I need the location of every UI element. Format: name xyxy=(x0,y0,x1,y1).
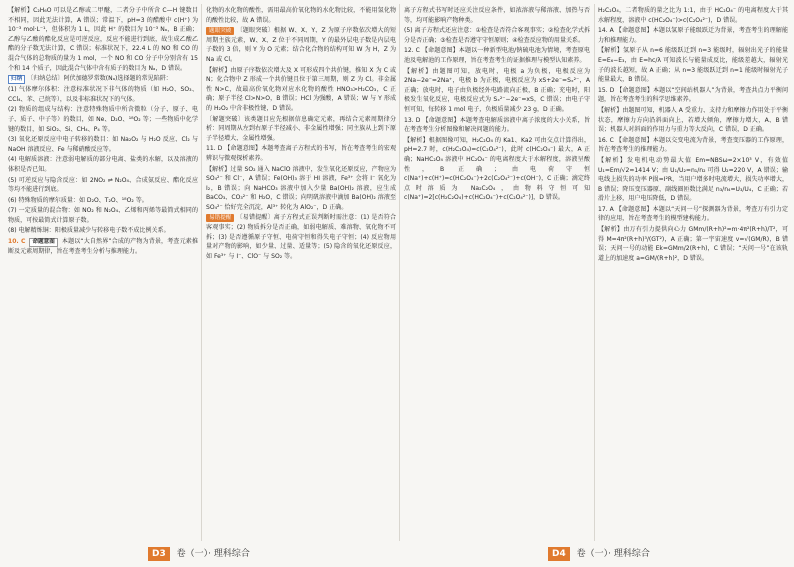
paragraph: 【解析】由题图可知，机器人 A 受重力、支持力和摩擦力作用处于平衡状态，摩擦力方向沿斜面向上，若增大倾角，摩擦力增大，A、B 错误；机器人对斜面的作用力与重力等大反向，C 错误，D 正确。 xyxy=(598,106,788,134)
paragraph: (5) 离子方程式还应注意：①检查是否符合客观事实；②检查化学式拆分是否正确；③检查是否遵守守恒原则；④检查反应物的用量关系。 xyxy=(404,27,590,44)
paragraph: 15. D 【命题意图】本题以“空间站机器人”为背景，考查共点力平衡问题，旨在考查考生的科学思维素养。 xyxy=(598,86,788,104)
column-divider xyxy=(399,4,400,541)
paragraph: 归纳 〔归纳总结〕阿伏加德罗常数(Nₐ)选择题的常见陷阱： xyxy=(8,74,198,84)
warning-badge: 易错提醒 xyxy=(206,214,234,222)
paragraph: 【解析】由万有引力提供向心力 GMm/(R+h)²=m·4π²(R+h)/T²，可得 M=4π²(R+h)³/(GT²)，A 正确；第一宇宙速度 v=√(GM/R)，B 错误；天问一号的动能 Ek=GMm/2(R+h)，C 错误；“天问一号”在该轨道上的加速度 a=GM/(R+h)²，D 错误。 xyxy=(598,226,788,262)
paragraph: (3) 氧化还原反应中电子转移的数目：如 Na₂O₂ 与 H₂O 反应、Cl₂ 与 NaOH 溶液反应、Fe 与稀硝酸反应等。 xyxy=(8,136,198,153)
paragraph: (5) 可逆反应与隐含反应：如 2NO₂ ⇌ N₂O₄、合成氨反应、酯化反应等均不能进行到底。 xyxy=(8,176,198,194)
page-number: D3 xyxy=(148,547,170,561)
paragraph: (1) 气体摩尔体积：注意标准状况下非气体的物质（如 H₂O、SO₃、CCl₄、苯、己烷等），以及非标准状况下的气体。 xyxy=(8,86,198,103)
paragraph: 11. D 【命题意图】本题考查离子方程式的书写，旨在考查考生的宏观辨识与微观探析素养。 xyxy=(206,145,396,162)
column-2 xyxy=(206,6,396,539)
paragraph: 【解析】由原子序数依次增大及 X 可形成四个共价键，推知 X 为 C 或 N；化合物中 Z 形成一个共价键且位于第三周期，则 Z 为 Cl。非金属性 N>C，故最高价氧化物对应水化物的酸性 HNO₃>H₂CO₃，C 正确；原子半径 Cl>N>O，B 错误；HCl 为强酸，A 错误；W 与 Y 形成的 H₂O₂ 中含非极性键，D 错误。 xyxy=(206,66,396,112)
paragraph: 化物的水化物的酸性，需用最高价氧化物的水化物比较，不能用氢化物的酸性比较，故 A 错误。 xyxy=(206,7,396,24)
paragraph: 13. D 【命题意图】本题考查电解质溶液中离子浓度的大小关系，旨在考查考生分析图像和解决问题的能力。 xyxy=(404,116,590,134)
paragraph: 【解析】根据图像可知，H₂C₂O₄ 的 Ka1、Ka2 可由交点计算得出，pH=2.7 时，c(H₂C₂O₄)=c(C₂O₄²⁻)，此时 c(HC₂O₄⁻) 最大，A 正确；NaHC₂O₄ 溶液中 HC₂O₄⁻ 的电离程度大于水解程度，溶液呈酸性，B 正确；由电荷守恒 c(Na⁺)+c(H⁺)=c(HC₂O₄⁻)+2c(C₂O₄²⁻)+c(OH⁻)，C 正确；滴定终点时溶质为 Na₂C₂O₄，由物料守恒可知 c(Na⁺)=2[c(H₂C₂O₄)+c(HC₂O₄⁻)+c(C₂O₄²⁻)]，D 错误。 xyxy=(404,136,590,202)
paragraph: 16. C 【命题意图】本题以交变电流为背景，考查变压器的工作原理，旨在考查考生的推理能力。 xyxy=(598,136,788,154)
paragraph: (6) 特殊物质的摩尔质量：如 D₂O、T₂O、¹⁸O₂ 等。 xyxy=(8,196,148,204)
page-footer-right xyxy=(548,545,650,563)
column-1 xyxy=(8,6,198,539)
paragraph: 【解析】氢原子从 n=6 能级跃迁到 n=3 能级时，辐射出光子的能量 E=E₆−E₃，由 E=hc/λ 可知波长与能量成反比，能级差越大，辐射光子的波长越短，故 A 正确；从 n=3 能级跃迁到 n=1 能级时辐射光子能量最大，B 错误。 xyxy=(598,47,788,84)
paragraph: 【解析】由题图可知，放电时，电极 a 为负极，电极反应为 2Na−2e⁻=2Na⁺，电极 b 为正极，电极反应为 xS+2e⁻=Sₓ²⁻，A 正确；放电时，电子由负极经外电路流向正极，B 正确；充电时，阳极发生氧化反应，电极反应式为 Sₓ²⁻−2e⁻=xS，C 错误；由电子守恒可知，每转移 1 mol 电子，负极质量减少 23 g，D 正确。 xyxy=(404,67,590,113)
paragraph: (7) 一定质量的混合物：如 NO₂ 和 N₂O₄、乙烯和丙烯等最简式相同的物质，可按最简式计算原子数。 xyxy=(8,207,198,224)
paragraph: 12. C 【命题意图】本题以一种新型电池/钠硫电池为情境，考查原电池及电解池的工作原理，旨在考查考生的证据推理与模型认知素养。 xyxy=(404,47,590,64)
tip-tag: 归纳 xyxy=(8,75,25,84)
question-text: 本题以“大自然界”合成的产物为背景，考查元素推断及元素周期律，旨在考查考生分析与推理能力。 xyxy=(8,238,198,256)
footer-label: 卷（一）· 理科综合 xyxy=(176,549,250,559)
page-footer-left xyxy=(148,545,250,563)
paragraph: 题眼突破 〔题眼突破〕根据 W、X、Y、Z 为原子序数依次增大的短周期主族元素，W、X、Z 位于不同周期，Y 的最外层电子数是内层电子数的 3 倍，则 Y 为 O 元素；结合化合物的结构可知 W 为 H，Z 为 Na 或 Cl。 xyxy=(206,27,396,63)
paragraph: 【解析】过量 SO₂ 通入 NaClO 溶液中，发生氧化还原反应，产物应为 SO₄²⁻ 和 Cl⁻，A 错误；Fe(OH)₃ 溶于 HI 溶液，Fe³⁺ 会将 I⁻ 氧化为 I₂，B 错误；向 NaHCO₃ 溶液中加入少量 Ba(OH)₂ 溶液，应生成 BaCO₃、CO₃²⁻ 和 H₂O，C 错误；向明矾溶液中滴加 Ba(OH)₂ 溶液至 SO₄²⁻ 恰好完全沉淀，Al³⁺ 转化为 AlO₂⁻，D 正确。 xyxy=(206,165,396,211)
paragraph: (4) 电解质溶液：注意弱电解质的部分电离、盐类的水解，以及溶液的体积是否已知。 xyxy=(8,156,198,173)
footer-label: 卷（一）· 理科综合 xyxy=(576,549,650,559)
column-4 xyxy=(598,6,788,539)
paragraph: 17. A 【命题意图】本题以“天问一号”探测器为背景，考查万有引力定律的应用，旨在考查考生的模型建构能力。 xyxy=(598,205,788,223)
paragraph: H₂C₂O₄，二者物质的量之比为 1:1，由于 HC₂O₄⁻ 的电离程度大于其水解程度，溶液中 c(HC₂O₄⁻)>c(C₂O₄²⁻)，D 错误。 xyxy=(598,7,788,24)
column-divider xyxy=(594,4,595,541)
paragraph: 14. A 【命题意图】本题以氢原子能级跃迁为背景，考查考生的理解能力和推理能力。 xyxy=(598,27,788,44)
hint-badge: 题眼突破 xyxy=(206,27,234,35)
intent-tag: 命题意图 xyxy=(29,238,57,247)
paragraph: (2) 物质的组成与结构：注意特殊物质中所含微粒（分子、原子、电子、质子、中子等）的数目，如 Ne、D₂O、¹⁸O₂ 等；一些物质中化学键的数目，如 SiO₂、Si、CH₄、P₄ 等。 xyxy=(8,106,198,133)
paragraph: 【解析】发电机电动势最大值 Em=NBSω=2×10³ V，有效值 U₁=Em/√2≈1414 V；由 U₁/U₂=n₁/n₂ 可得 U₂=220 V，A 错误；输电线上损失的功率 P损=I²R，当用户增多时电流增大，损失功率增大，B 错误；降压变压器原、副线圈匝数比满足 n₃/n₄=U₃/U₄，C 正确；若滑片上移，用户电压降低，D 错误。 xyxy=(598,156,788,203)
page-number: D4 xyxy=(548,547,570,561)
paragraph: 【解析】C₂H₆O 可以是乙醇或二甲醚，二者分子中所含 C—H 键数目不相同，因此无法计算，A 错误；常温下，pH=3 的醋酸中 c(H⁺) 为 10⁻³ mol·L⁻¹，但体积为 1 L，因此 H⁺ 的数目为 10⁻³ Nₐ，B 正确；乙醇与乙酸的酯化反应是可逆反应，反应不能进行到底，故生成乙酸乙酯的分子数无法计算，C 错误；标准状况下，22.4 L 的 NO 和 CO 的混合气体的总物质的量为 1 mol，一个 NO 和 CO 分子中分别含有 15 个和 14 个质子，因此混合气体中含有质子的数目为 Nₐ，D 错误。 xyxy=(8,7,198,72)
paragraph: (8) 电解精炼铜：阳极质量减少与转移电子数不成比例关系。 xyxy=(8,227,170,235)
question-10 xyxy=(8,237,198,257)
column-divider xyxy=(201,4,202,541)
paragraph: 易错提醒 〔易错提醒〕离子方程式正误判断时需注意：(1) 是否符合客观事实；(2) 物质拆分是否正确，如弱电解质、难溶物、氧化物不可拆；(3) 是否遵循原子守恒、电荷守恒和得失电子守恒；(4) 反应物用量对产物的影响，如少量、过量、适量等；(5) 隐含的氧化还原反应，如 Fe³⁺ 与 I⁻、ClO⁻ 与 SO₂ 等。 xyxy=(206,214,396,260)
paragraph: 〔解题突破〕该类题目应先根据信息确定元素，再结合元素周期律分析：同周期从左到右原子半径减小、非金属性增强；同主族从上到下原子半径增大、金属性增强。 xyxy=(206,115,396,142)
column-3 xyxy=(404,6,590,539)
question-number: 10. C xyxy=(8,238,26,246)
paragraph: 离子方程式书写时还应关注反应条件，如浓溶液与稀溶液、加热与否等，均可能影响产物种类。 xyxy=(404,7,590,24)
